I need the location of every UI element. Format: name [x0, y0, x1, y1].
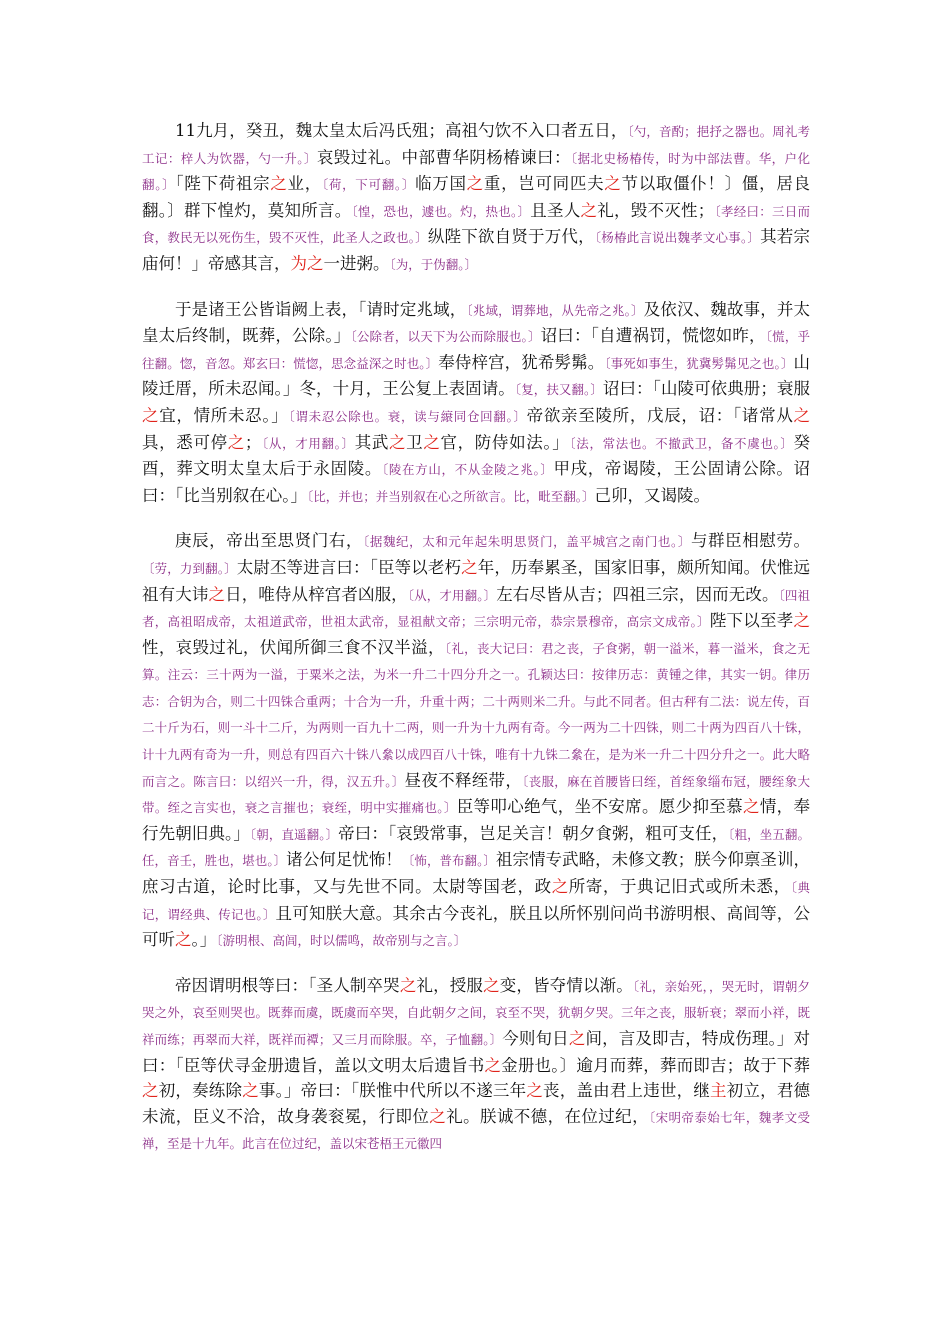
body-text: 于是诸王公皆诣阙上表，「请时定兆域，	[175, 299, 467, 319]
body-text: 帝欲亲至陵所，戊辰，诏：「诸常从	[526, 405, 794, 425]
annotation-note: 〔典记，谓经典、传记也。〕	[142, 880, 811, 922]
body-text: 间，言及即吉，特成伤理。」对曰：「臣等伏寻金册遗旨，盖以文明太后遗旨书	[142, 1029, 811, 1075]
highlighted-char: 之	[227, 432, 245, 452]
body-text: 性，哀毁过礼，伏闻所御三食不汉半溢，	[142, 637, 445, 657]
highlighted-char: 之	[484, 1055, 502, 1075]
body-text: 礼，授服	[416, 975, 484, 995]
paragraph-1	[142, 118, 810, 278]
body-text: 礼。朕诚不德，在位过纪，	[446, 1106, 649, 1126]
highlighted-char: 之	[142, 405, 160, 425]
body-text: 金册也。〕逾月而葬，葬而即吉；故于下葬	[501, 1055, 811, 1075]
annotation-note: 〔劳，力到翻。〕	[142, 560, 237, 576]
annotation-note: 〔法，常法也。不撤武卫，备不虞也。〕	[569, 435, 794, 451]
body-text: 官，防侍如法。」	[440, 432, 570, 452]
body-text: 甲戌，帝谒陵，王公固请公除。诏曰：「比当别叙在心。」	[142, 459, 810, 505]
highlighted-char: 之	[466, 174, 484, 194]
body-text: 左右尽皆从吉；四祖三宗，因而无改。	[496, 584, 779, 604]
body-text: 与群臣相慰劳。	[690, 531, 811, 551]
body-text: 事。」帝曰：「朕惟中代所以不遂三年	[258, 1081, 527, 1101]
body-text: 癸酉，葬文明太皇太后于永固陵。	[142, 432, 811, 479]
highlighted-char: 为之	[290, 253, 324, 273]
paragraph-4	[142, 973, 810, 1157]
highlighted-char: 之	[423, 432, 441, 452]
highlighted-char: 之	[399, 975, 417, 995]
body-text: 初立，君德未流，臣义不洽，故身袭衮冕，行即位	[142, 1081, 811, 1126]
body-text: 其武	[354, 432, 390, 452]
body-text: 庚辰，帝出至思贤门右，	[175, 531, 364, 551]
annotation-note: 〔从，才用翻。〕	[407, 587, 497, 603]
body-text: 宜，情所未忍。」	[159, 405, 289, 425]
body-text: 情，奉行先朝旧典。」	[142, 797, 811, 843]
highlighted-char: 之	[429, 1106, 447, 1126]
body-text: 纵陛下欲自贤于万代，	[427, 227, 595, 247]
highlighted-char: 之	[208, 584, 226, 604]
body-text: 帝曰：「哀毁常事，岂足关言！朝夕食粥，粗可支任，	[338, 823, 729, 843]
body-text: 昼夜不释绖带，	[404, 770, 523, 790]
annotation-note: 〔礼，亲始死，，哭无时，谓朝夕哭之外，哀至则哭也。既葬而虞，既虞而卒哭，自此朝夕之间，哀至不哭，犹朝夕哭。三年之丧，服斩衰；翠而小祥，既祥而练；再翠而大祥，既祥而禫；又三月而除服。卒，子恤翻。〕	[142, 978, 811, 1047]
highlighted-char: 之	[551, 877, 569, 897]
body-text: 臣等叩心绝气，坐不安席。愿少抑至慕	[456, 797, 743, 817]
body-text: 11九月，癸丑，魏太皇太后冯氏殂；高祖勺饮不入口者五日，	[175, 121, 628, 140]
annotation-note: 〔四祖者，高祖昭成帝，太祖道武帝，世祖太武帝，显祖献文帝；三宗明元帝，恭宗景穆帝，高宗文成帝。〕	[142, 587, 811, 630]
body-text: 及依汉、魏故事，并太皇太后终制，既葬，公除。」	[142, 299, 810, 346]
body-text: 一进粥。	[323, 253, 390, 273]
annotation-note: 〔丧服，麻在首腰皆曰绖，首绖象缁布冠，腰绖象大带。绖之言实也，衰之言摧也；衰绖，明中实摧痛也。〕	[142, 773, 810, 816]
annotation-note: 〔比，并也；并当别叙在心之所欲言。比，毗至翻。〕	[307, 488, 595, 504]
body-text: 年，历奉累圣，国家旧事，颇所知闻。伏惟远祖有大讳	[142, 557, 811, 604]
body-text: 所寄，于典记旧式或所未悉，	[568, 877, 791, 897]
body-text: 陛下以至孝	[709, 611, 794, 631]
annotation-note: 〔据魏纪，太和元年起朱明思贤门，盖平城宫之南门也。〕	[363, 534, 691, 550]
body-text: 变，皆夺情以渐。	[499, 975, 633, 995]
annotation-note: 〔荷，下可翻。〕	[321, 177, 416, 193]
body-text: 临万国	[415, 174, 467, 194]
body-text: 太尉丕等进言曰：「臣等以老朽	[236, 557, 462, 577]
body-text: 「陛下荷祖宗	[175, 174, 271, 194]
body-text: ；	[244, 432, 262, 452]
annotation-note: 〔为，于伪翻。〕	[389, 256, 478, 272]
annotation-note: 〔礼，丧大记曰：君之丧，子食粥，朝一溢米，暮一溢米，食之无算。注云：三十两为一溢，于粟米之法，为米一升二十四分升之一。孔颖达曰：按律历志：黄锺之律，其实一钥。律历志：合钥为合，则二十四铢合重两；十合为一升，升重十两；二十两则米二升。与此不同者。但古秤有二法：说左传，百二十斤为石，则一斗十二斤，为两则一百九十二两，则一升为十九两有奇。今一两为二十四铢，则二十两为四百八十铢，计十九两有奇为一升，则总有四百六十铢八絫以成四百八十铢，唯有十九铢二絫在，是为米一升二十四分升之一。此大略而言之。陈言曰：以绍兴一升，得，汉五升。〕	[142, 640, 810, 789]
body-text: 初，奏练除	[158, 1081, 243, 1101]
body-text: 。」	[191, 930, 217, 950]
annotation-note: 〔惶，恐也，遽也。灼，热也。〕	[351, 203, 531, 219]
paragraph-2	[142, 297, 810, 510]
annotation-note: 〔慌，乎往翻。惚，音忽。郑玄曰：慌惚，思念益深之时也。〕	[142, 329, 810, 371]
body-text: 其若宗庙何！」帝感其言，	[142, 227, 810, 273]
highlighted-char: 主	[710, 1081, 727, 1101]
annotation-note: 〔据北史杨椿传，时为中部法曹。华，户化翻。〕	[142, 150, 810, 193]
body-text: 诸公何足忧怖！	[286, 850, 402, 870]
annotation-note: 〔宋明帝泰始七年，魏孝文受禅，至是十九年。此言在位过纪，盖以宋苍梧王元徽四	[142, 1109, 811, 1152]
body-text: 且可知朕大意。其余古今丧礼，朕且以所怀别问尚书游明根、高闾等，公可听	[142, 903, 810, 950]
body-text: 业，	[287, 174, 322, 194]
highlighted-char: 之	[526, 1081, 544, 1101]
body-text: 哀毁过礼。中部曹华阴杨椿谏曰：	[316, 147, 571, 167]
highlighted-char: 之	[568, 1029, 586, 1048]
document-page	[142, 118, 810, 1176]
body-text: 丧，盖由君上违世，继	[543, 1081, 711, 1101]
annotation-note: 〔从，才用翻。〕	[261, 435, 355, 451]
paragraph-3	[142, 528, 810, 954]
annotation-note: 〔游明根、高闾，时以儒鸣，故帝别与之言。〕	[216, 933, 467, 949]
highlighted-char: 之	[742, 797, 760, 817]
body-text: 帝因谓明根等曰：「圣人制卒哭	[175, 975, 400, 995]
highlighted-char: 之	[270, 174, 288, 194]
body-text: 诏曰：「山陵可依典册；衰服	[602, 379, 811, 399]
highlighted-char: 之	[483, 975, 500, 995]
body-text: 且圣人	[530, 200, 581, 220]
highlighted-char: 之	[793, 611, 810, 631]
annotation-note: 〔公除者，以天下为公而除服也。〕	[350, 329, 541, 345]
annotation-note: 〔朝，直遥翻。〕	[249, 826, 339, 842]
annotation-note: 〔谓未忍公除也。衰，读与縗同仓回翻。〕	[288, 408, 527, 424]
body-text: 卫	[406, 432, 424, 452]
annotation-note: 〔兆域，谓葬地，从先帝之兆。〕	[466, 302, 644, 318]
annotation-note: 〔杨椿此言说出魏孝文心事。〕	[594, 230, 761, 246]
highlighted-char: 之	[389, 432, 407, 452]
highlighted-char: 之	[175, 930, 192, 950]
body-text: 己卯，又谒陵。	[594, 485, 711, 505]
body-text: 奉侍梓宫，犹希髣髴。	[438, 352, 605, 372]
annotation-note: 〔孝经曰：三日而食，教民无以死伤生，毁不灭性，此圣人之政也。〕	[142, 203, 810, 246]
body-text: 具，悉可停	[142, 432, 228, 452]
annotation-note: 〔怖，普布翻。〕	[401, 853, 496, 869]
annotation-note: 〔陵在方山，不从金陵之兆。〕	[382, 462, 554, 478]
annotation-note: 〔复，扶又翻。〕	[514, 382, 603, 398]
annotation-note: 〔粗，坐五翻。任，音壬，胜也，堪也。〕	[142, 826, 810, 869]
highlighted-char: 之	[242, 1081, 259, 1101]
annotation-note: 〔事死如事生，犹冀髣髴见之也。〕	[604, 355, 794, 371]
body-text: 诏曰：「自遭祸罚，慌惚如昨，	[540, 326, 766, 346]
highlighted-char: 之	[142, 1081, 159, 1101]
body-text: 祖宗情专武略，未修文教；朕今仰禀圣训，庶习古道，论时比事，又与先世不同。太尉等国老，政	[142, 850, 810, 897]
annotation-note: 〔勺，音酌；挹抒之器也。周礼考工记：梓人为饮器，勺一升。〕	[142, 124, 810, 166]
highlighted-char: 之	[580, 200, 598, 220]
highlighted-char: 之	[793, 405, 811, 425]
highlighted-char: 之	[461, 557, 478, 577]
body-text: 日，唯侍从梓宫者凶服，	[225, 584, 408, 604]
highlighted-char: 之	[604, 174, 622, 194]
body-text: 重，岂可同匹夫	[483, 174, 605, 194]
body-text: 今则旬日	[502, 1029, 569, 1048]
body-text: 节以取僵仆！〕僵，居良翻。〕群下惶灼，莫知所言。	[142, 174, 811, 220]
body-text: 山陵迁厝，所未忍闻。」冬，十月，王公复上表固请。	[142, 352, 810, 399]
body-text: 礼，毁不灭性；	[597, 200, 715, 220]
